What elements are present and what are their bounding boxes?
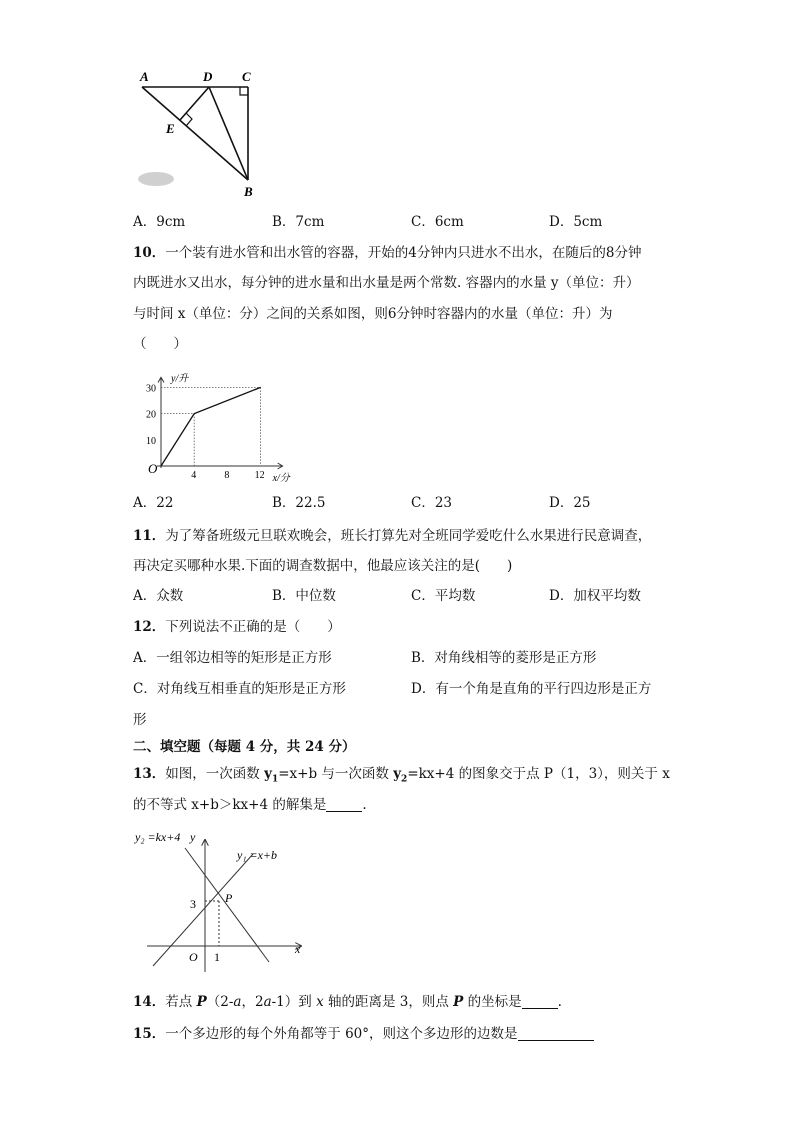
y-tick-label-10: 10 <box>146 435 156 447</box>
label-y1: y₁ =x+b <box>237 848 278 862</box>
label-three: 3 <box>190 897 196 911</box>
x-tick-label-8: 8 <box>224 470 230 481</box>
q15-answer-blank[interactable] <box>518 1026 594 1041</box>
label-o: O <box>189 950 198 964</box>
q11-option-d[interactable]: D．加权平均数 <box>549 588 641 604</box>
q12-option-d[interactable]: D．有一个角是直角的平行四边形是正方 <box>411 681 652 697</box>
q9-option-a[interactable]: A．9cm <box>133 214 186 230</box>
label-p: P <box>225 891 233 905</box>
q12-option-d-continued: 形 <box>133 712 147 728</box>
label-y-axis: y <box>190 830 196 844</box>
x-tick-label-12: 12 <box>254 470 265 481</box>
label-x-axis: x <box>295 942 301 956</box>
y-axis-label: y/升 <box>171 373 189 385</box>
q11-option-b[interactable]: B．中位数 <box>272 588 336 604</box>
q13-stem-line-1: 13．如图，一次函数 $y_1=x+b$ 与一次函数 $y_2=kx+4$ 的图象交于点 P（1，3），则关于 x <box>133 766 670 785</box>
q15-stem: 15．一个多边形的每个外角都等于 60°，则这个多边形的边数是 <box>133 1025 594 1043</box>
q10-stem-line-1: 10．一个装有进水管和出水管的容器，开始的4分钟内只进水不出水，在随后的8分钟 <box>133 245 642 261</box>
section-2-title: 二、填空题（每题 4 分，共 24 分） <box>133 739 356 755</box>
q12-stem: 12．下列说法不正确的是（ ） <box>133 619 341 635</box>
q10-stem-line-4: （ ） <box>133 336 187 352</box>
q10-stem-line-2: 内既进水又出水，每分钟的进水量和出水量是两个常数. 容器内的水量 y（单位：升） <box>133 275 640 291</box>
water-volume-chart <box>133 362 290 487</box>
q11-option-a[interactable]: A．众数 <box>133 588 184 604</box>
x-axis-label: x/分 <box>272 473 290 484</box>
q11-stem-line-2: 再决定买哪种水果.下面的调查数据中，他最应该关注的是( ) <box>133 558 513 574</box>
label-one: 1 <box>214 950 220 964</box>
x-tick-label-4: 4 <box>191 470 197 481</box>
q10-option-d[interactable]: D．25 <box>549 495 591 511</box>
q13-stem-line-2: 的不等式 x+b＞kx+4 的解集是 . <box>133 797 367 813</box>
q10-option-c[interactable]: C．23 <box>411 495 453 511</box>
q14-answer-blank[interactable] <box>522 994 558 1009</box>
triangle-figure <box>130 66 270 202</box>
q12-option-b[interactable]: B．对角线相等的菱形是正方形 <box>411 650 597 666</box>
q12-option-c[interactable]: C．对角线互相垂直的矩形是正方形 <box>133 681 346 697</box>
q13-answer-blank[interactable] <box>326 797 362 812</box>
label-e: E <box>166 121 175 136</box>
q12-option-a[interactable]: A．一组邻边相等的矩形是正方形 <box>133 650 332 666</box>
label-d: D <box>203 69 213 84</box>
label-y2: y₂ =kx+4 <box>135 830 181 844</box>
q9-option-d[interactable]: D．5cm <box>549 214 603 230</box>
q14-stem: 14．若点 P（2-a，2a-1）到 x 轴的距离是 3，则点 P 的坐标是 . <box>133 994 562 1010</box>
series-line <box>161 387 261 466</box>
q10-option-b[interactable]: B．22.5 <box>272 495 326 511</box>
q9-option-c[interactable]: C．6cm <box>411 214 464 230</box>
q9-option-b[interactable]: B．7cm <box>272 214 325 230</box>
linear-functions-figure <box>133 826 313 974</box>
q11-option-c[interactable]: C．平均数 <box>411 588 476 604</box>
label-b: B <box>244 184 253 199</box>
y-tick-label-20: 20 <box>146 409 156 421</box>
label-c: C <box>242 69 251 84</box>
label-a: A <box>140 69 149 84</box>
y-tick-label-30: 30 <box>146 383 156 395</box>
q10-option-a[interactable]: A．22 <box>133 495 174 511</box>
q10-stem-line-3: 与时间 x（单位：分）之间的关系如图，则6分钟时容器内的水量（单位：升）为 <box>133 306 613 322</box>
origin-label: O <box>148 461 158 476</box>
q11-stem-line-1: 11．为了筹备班级元旦联欢晚会，班长打算先对全班同学爱吃什么水果进行民意调查， <box>133 528 652 544</box>
